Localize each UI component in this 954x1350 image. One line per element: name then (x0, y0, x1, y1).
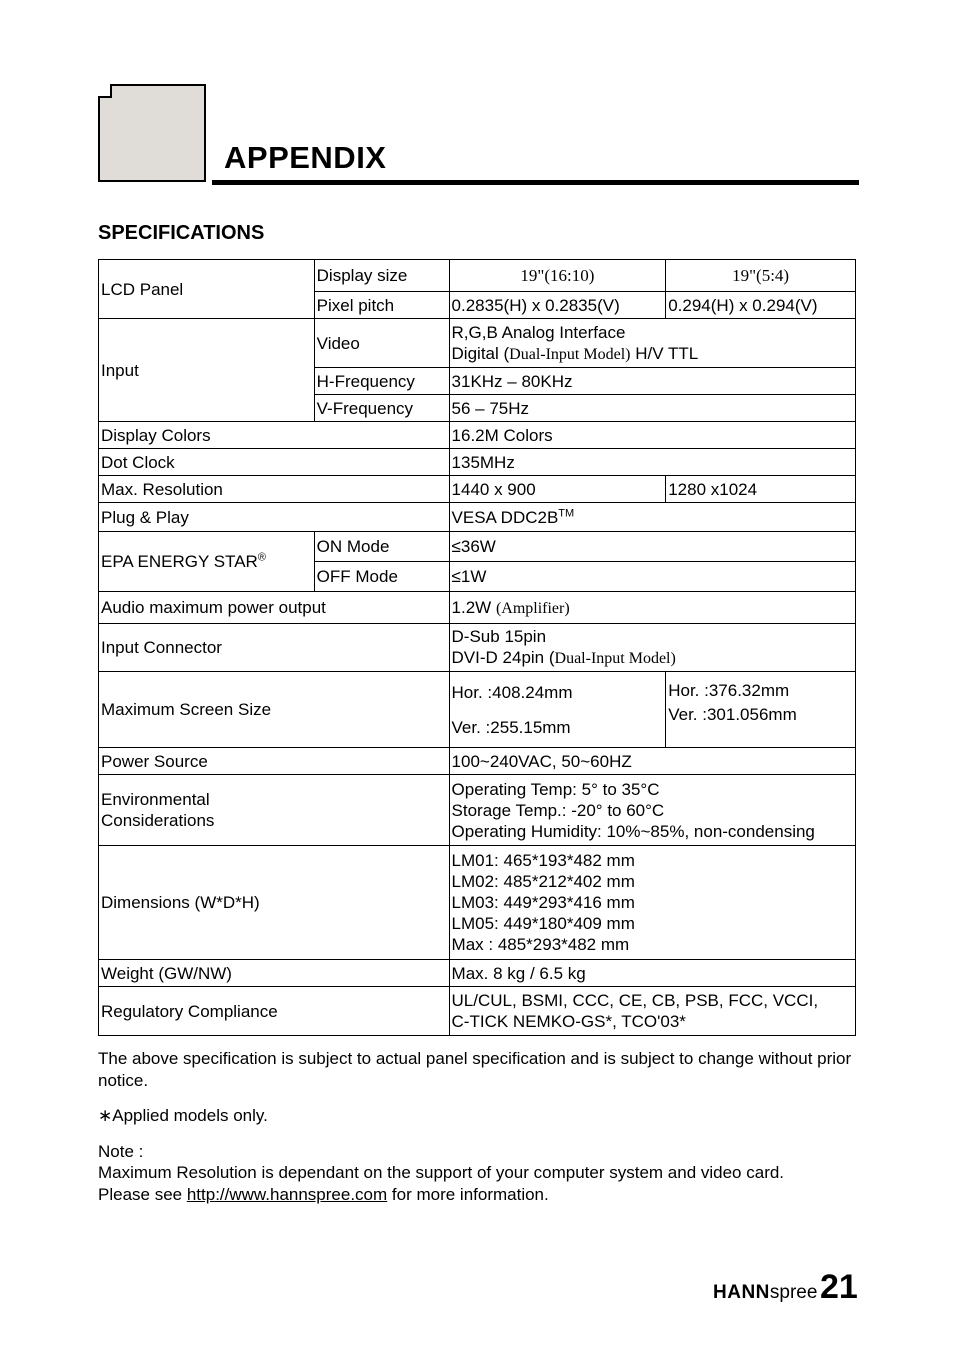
sub-label: OFF Mode (314, 562, 449, 592)
table-row (99, 987, 856, 1036)
section-title: SPECIFICATIONS (98, 222, 265, 244)
row-label: Weight (GW/NW) (99, 960, 450, 987)
text-line: LM02: 485*212*402 mm (451, 872, 635, 891)
table-row (99, 960, 856, 987)
cell-value: 0.2835(H) x 0.2835(V) (449, 292, 666, 319)
text-part: Dual-Input Model) (509, 345, 631, 363)
cell-value: 135MHz (449, 449, 855, 476)
hannspree-website-link[interactable]: http://www.hannspree.com (186, 1184, 388, 1204)
table-row (99, 532, 856, 562)
text-part: EPA ENERGY STAR (101, 552, 258, 571)
notes-block (98, 1048, 858, 1205)
text-part: H/V TTL (630, 343, 699, 363)
table-row (99, 260, 856, 292)
text-part: DVI-D 24pin ( (451, 648, 555, 667)
text-line: Storage Temp.: -20° to 60°C (451, 800, 665, 820)
cell-value: 1280 x1024 (666, 476, 856, 503)
text-line: UL/CUL, BSMI, CCC, CE, CB, PSB, FCC, VCCI, (451, 991, 819, 1010)
text-part: Dual-Input Model) (554, 650, 676, 667)
text-line: LM03: 449*293*416 mm (451, 893, 635, 912)
table-row (99, 476, 856, 503)
text-line: LM01: 465*193*482 mm (451, 851, 635, 870)
table-row (99, 503, 856, 532)
cell-value: 19"(16:10) (449, 260, 666, 292)
cell-value (449, 503, 855, 532)
chapter-tab-graphic (98, 84, 206, 182)
cell-value: 0.294(H) x 0.294(V) (666, 292, 856, 319)
table-row (99, 422, 856, 449)
note-label: Note : (98, 1141, 144, 1161)
video-line-1: R,G,B Analog Interface (451, 322, 626, 342)
page-number: 21 (820, 1268, 858, 1306)
brand-bold: HANN (713, 1282, 770, 1303)
trademark-sup: TM (558, 506, 575, 519)
row-label (99, 532, 315, 592)
table-row (99, 449, 856, 476)
sub-label: Video (314, 319, 449, 368)
sub-label: ON Mode (314, 532, 449, 562)
applied-models-note: ∗Applied models only. (98, 1106, 268, 1125)
text-line: Ver. :255.15mm (451, 717, 571, 737)
cell-value (449, 846, 855, 960)
text-part: (Amplifier) (495, 599, 570, 617)
cell-value: 100~240VAC, 50~60HZ (449, 748, 855, 775)
text-part: for more information. (387, 1184, 549, 1204)
text-line (452, 647, 853, 669)
text-line: Operating Temp: 5° to 35°C (451, 779, 660, 799)
cell-value (449, 319, 855, 368)
disclaimer-text: The above specification is subject to actual panel specification and is subject to change without prior notice. (98, 1049, 852, 1090)
text-line: Max : 485*293*482 mm (451, 935, 630, 954)
row-label: Input (99, 319, 315, 422)
text-line: Hor. :408.24mm (451, 682, 573, 702)
text-line: C-TICK NEMKO-GS*, TCO'03* (451, 1012, 686, 1031)
row-label: Maximum Screen Size (99, 672, 450, 748)
row-label: Regulatory Compliance (99, 987, 450, 1036)
table-row (99, 672, 856, 748)
text-part: 1.2W (451, 597, 496, 617)
row-label: Display Colors (99, 422, 450, 449)
specifications-table (98, 259, 856, 1036)
note-line-1: Maximum Resolution is dependant on the support of your computer system and video card. (98, 1163, 785, 1182)
cell-value (449, 672, 666, 748)
brand-logo (713, 1282, 817, 1304)
cell-value (449, 624, 855, 672)
note-line-2 (98, 1184, 858, 1206)
brand-light: spree (769, 1282, 818, 1303)
sub-label: Pixel pitch (314, 292, 449, 319)
video-line-2 (452, 343, 853, 365)
cell-value: 31KHz – 80KHz (449, 368, 855, 395)
text-line: D-Sub 15pin (451, 627, 547, 646)
sub-label: H-Frequency (314, 368, 449, 395)
row-label: LCD Panel (99, 260, 315, 319)
cell-value (449, 775, 855, 846)
chapter-tab-corner (98, 84, 112, 98)
sub-label: V-Frequency (314, 395, 449, 422)
text-line: Environmental (101, 790, 210, 809)
text-line: Considerations (101, 811, 215, 830)
text-line: Ver. :301.056mm (668, 705, 797, 724)
row-label: Plug & Play (99, 503, 450, 532)
cell-value (449, 987, 855, 1036)
text-line: LM05: 449*180*409 mm (451, 914, 635, 933)
table-row (99, 775, 856, 846)
cell-value: ≤36W (449, 532, 855, 562)
text-part: Digital ( (451, 343, 510, 363)
table-row (99, 592, 856, 624)
title-rule (212, 180, 859, 185)
table-row (99, 319, 856, 368)
row-label: Dimensions (W*D*H) (99, 846, 450, 960)
text-part: Please see (98, 1184, 187, 1204)
row-label: Dot Clock (99, 449, 450, 476)
text-part: VESA DDC2B (451, 507, 559, 527)
row-label: Power Source (99, 748, 450, 775)
sub-label: Display size (314, 260, 449, 292)
cell-value: 56 – 75Hz (449, 395, 855, 422)
cell-value: 16.2M Colors (449, 422, 855, 449)
row-label (99, 775, 450, 846)
cell-value (449, 592, 855, 624)
cell-value: Max. 8 kg / 6.5 kg (449, 960, 855, 987)
text-line: Operating Humidity: 10%~85%, non-condensing (451, 821, 815, 841)
table-row (99, 624, 856, 672)
page-title: APPENDIX (224, 140, 387, 175)
row-label: Input Connector (99, 624, 450, 672)
row-label: Audio maximum power output (99, 592, 450, 624)
cell-value: 19"(5:4) (666, 260, 856, 292)
cell-value: ≤1W (449, 562, 855, 592)
registered-sup: ® (257, 551, 266, 564)
table-row (99, 846, 856, 960)
cell-value: 1440 x 900 (449, 476, 666, 503)
cell-value (666, 672, 856, 748)
table-row (99, 748, 856, 775)
row-label: Max. Resolution (99, 476, 450, 503)
text-line: Hor. :376.32mm (668, 681, 790, 700)
